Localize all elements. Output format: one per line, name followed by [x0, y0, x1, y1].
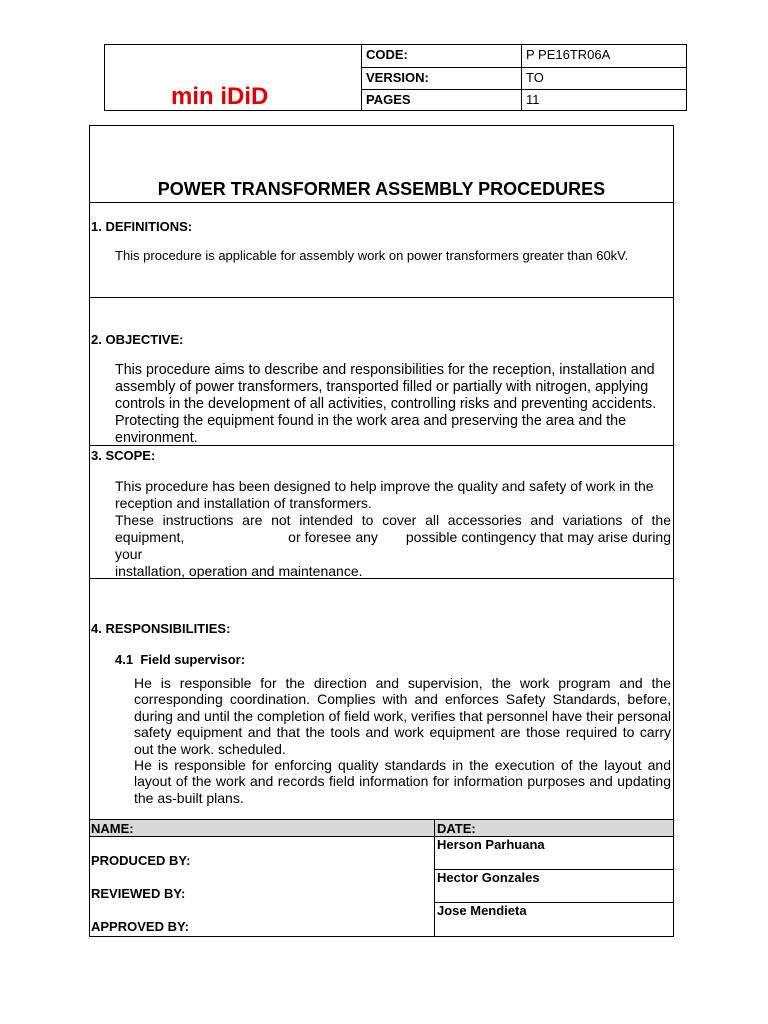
definitions-text: This procedure is applicable for assembly work on power transformers greater than 60kV.: [115, 248, 629, 263]
produced-by-name: Herson Parhuana: [437, 837, 545, 852]
logo-box: [104, 44, 362, 111]
subsection-title: Field supervisor:: [140, 652, 246, 667]
signature-header-bg: [90, 820, 673, 836]
subsection-number: 4.1: [115, 652, 134, 667]
version-label: VERSION:: [366, 70, 429, 85]
divider: [89, 297, 674, 298]
divider: [89, 202, 674, 203]
page-title: POWER TRANSFORMER ASSEMBLY PROCEDURES: [157, 179, 606, 199]
code-row: [362, 45, 686, 66]
objective-text: This procedure aims to describe and responsibilities for the reception, installation and assembly of power transformers, transported filled or partially with nitrogen, applying controls in the development of all activities, controlling risks and preventing accidents. Protecting the equipment found in the work area and preserving the area and the environment.: [115, 362, 657, 446]
reviewed-by-name: Hector Gonzales: [437, 870, 540, 885]
definitions-heading: [91, 219, 192, 235]
section-number: 1.: [91, 219, 102, 234]
pages-value: 11: [526, 92, 540, 107]
approved-by-name: Jose Mendieta: [437, 903, 527, 918]
code-value: P PE16TR06A: [526, 47, 611, 62]
section-number: 2.: [91, 332, 102, 347]
company-logo: min iDiD: [171, 83, 269, 110]
signature-table-divider: [434, 819, 435, 937]
date-column-header: DATE:: [437, 821, 476, 836]
signature-table-border: [89, 836, 674, 837]
field-supervisor-heading: [115, 652, 245, 668]
section-title: SCOPE:: [105, 448, 156, 463]
objective-heading: [91, 332, 183, 348]
approved-by-label: APPROVED BY:: [91, 919, 189, 934]
signature-table-border: [89, 819, 674, 820]
scope-paragraph: These instructions are not intended to cover all accessories and variations of the equipment, or foresee any possible contingency that may arise during your: [115, 512, 675, 562]
document-info-table: [361, 44, 687, 111]
field-supervisor-text: [134, 675, 671, 806]
scope-text: [115, 478, 675, 580]
pages-row: [362, 89, 686, 111]
name-column-header: NAME:: [91, 821, 134, 836]
produced-by-label: PRODUCED BY:: [91, 853, 191, 868]
section-number: 3.: [91, 448, 102, 463]
section-number: 4.: [91, 621, 102, 636]
pages-label: PAGES: [366, 92, 411, 107]
responsibility-paragraph: He is responsible for the direction and supervision, the work program and the corresponding coordination. Complies with and enforces Safety Standards, before, during and until the completion of field work, verifies that personnel have their personal safety equipment and that the tools and work equipment are those required to carry out the work. scheduled.: [134, 675, 671, 757]
responsibility-paragraph: He is responsible for enforcing quality standards in the execution of the layout and layout of the work and records field information for information purposes and updating the as-built plans.: [134, 757, 671, 806]
version-row: [362, 67, 686, 89]
scope-paragraph: installation, operation and maintenance.: [115, 563, 363, 579]
section-title: DEFINITIONS:: [105, 219, 193, 234]
section-title: RESPONSIBILITIES:: [105, 621, 231, 636]
section-title: OBJECTIVE:: [105, 332, 184, 347]
scope-heading: [91, 448, 155, 464]
reviewed-by-label: REVIEWED BY:: [91, 886, 186, 901]
responsibilities-heading: [91, 621, 230, 637]
scope-paragraph: This procedure has been designed to help improve the quality and safety of work in the reception and installation of transformers.: [115, 478, 654, 511]
code-label: CODE:: [366, 47, 408, 62]
version-value: TO: [526, 70, 544, 85]
